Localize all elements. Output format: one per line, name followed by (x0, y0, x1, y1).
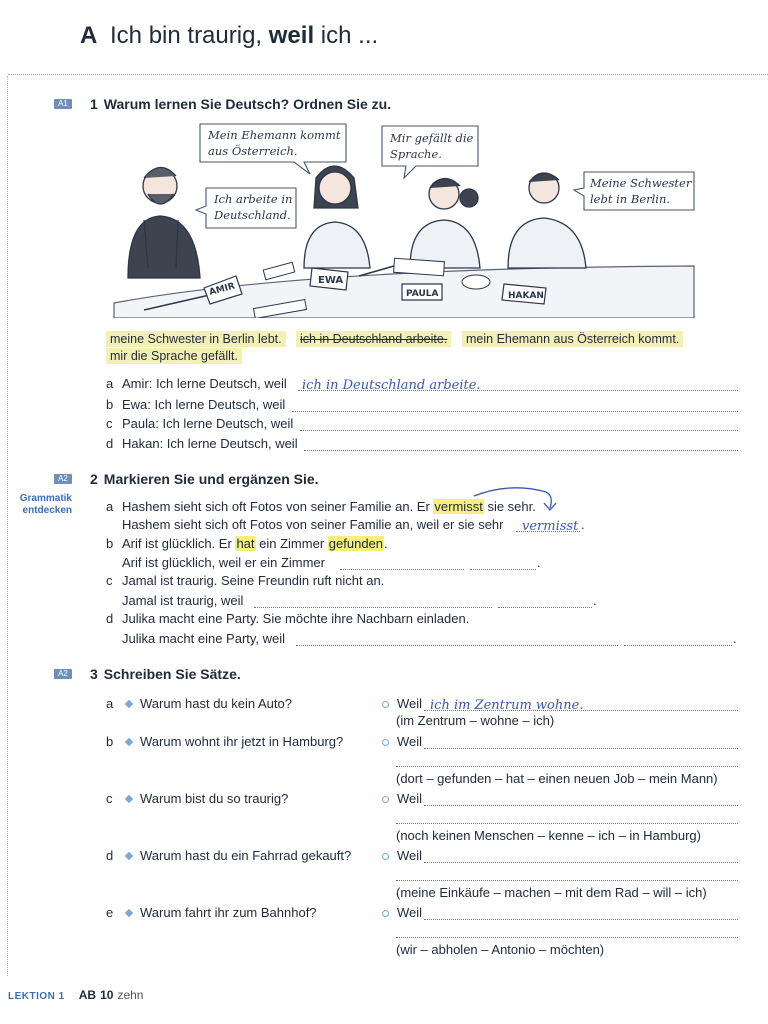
ex2-item-a-line2 (122, 517, 504, 532)
answer-line[interactable] (396, 866, 738, 881)
word-bank-item: mir die Sprache gefällt. (106, 348, 242, 364)
word-bank-item-used: ich in Deutschland arbeite. (296, 331, 451, 347)
bubble-line: Mir gefällt die (390, 131, 474, 145)
weil-label: Weil (397, 696, 423, 711)
name-card-label: HAKAN (508, 291, 544, 301)
exercise-instruction: Markieren Sie und ergänzen Sie. (103, 471, 319, 487)
diamond-icon (125, 909, 133, 917)
item-text: Hashem sieht sich oft Fotos von seiner Familie an. Er (122, 499, 430, 514)
word-bank-item: mein Ehemann aus Österreich kommt. (462, 331, 683, 347)
speech-bubble (196, 188, 296, 228)
word-hint: (dort – gefunden – hat – einen neuen Job – mein Mann) (396, 771, 718, 786)
sunglasses-shape (462, 275, 490, 289)
bubble-line: lebt in Berlin. (590, 192, 671, 206)
item-text: Jamal ist traurig, weil (122, 593, 244, 608)
page-title (80, 22, 378, 50)
question-text: Warum fahrt ihr zum Bahnhof? (140, 905, 317, 920)
item-text: ein Zimmer (259, 536, 325, 551)
circle-icon (382, 853, 389, 860)
name-card-label: PAULA (406, 289, 439, 299)
weil-label: Weil (397, 848, 423, 863)
ex2-item-b-line1 (106, 536, 388, 551)
person-paula (410, 178, 480, 268)
item-letter: c (106, 573, 113, 588)
exercise-instruction: Warum lernen Sie Deutsch? Ordnen Sie zu. (103, 96, 392, 112)
weil-label: Weil (397, 734, 423, 749)
phone-shape (263, 262, 295, 279)
bubble-line: Deutschland. (214, 208, 291, 222)
item-text: Arif ist glücklich, weil er ein Zimmer (122, 555, 325, 570)
exercise-number: 3 (90, 666, 98, 682)
level-badge: A2 (54, 669, 72, 679)
item-letter: d (106, 611, 114, 626)
word-hint: (meine Einkäufe – machen – mit dem Rad – will – ich) (396, 885, 707, 900)
ex2-item-c-line1 (106, 573, 384, 588)
ex3-item-b-weil (382, 734, 422, 749)
ex1-item-c (106, 416, 293, 431)
item-text: Jamal ist traurig. Seine Freundin ruft nicht an. (122, 573, 385, 588)
item-text: sie sehr. (487, 499, 536, 514)
bubble-line: Mein Ehemann kommt (208, 128, 341, 142)
ex3-item-d-weil (382, 848, 422, 863)
ex2-item-d-line2 (122, 631, 285, 646)
line-end: . (537, 555, 541, 570)
exercise-instruction: Schreiben Sie Sätze. (103, 666, 241, 682)
side-label-line: Grammatik (19, 493, 72, 504)
name-card-ewa (310, 268, 348, 290)
item-letter: c (106, 791, 113, 806)
item-letter: c (106, 416, 113, 431)
ab-label: AB (78, 988, 97, 1002)
item-text: Ewa: Ich lerne Deutsch, weil (122, 397, 286, 412)
name-card-hakan (502, 284, 546, 304)
item-text: Julika macht eine Party. Sie möchte ihre Nachbarn einladen. (122, 611, 470, 626)
ex3-item-e-weil (382, 905, 422, 920)
answer-line[interactable] (396, 752, 738, 767)
name-card-label: EWA (318, 275, 344, 286)
ex1-item-a (106, 376, 287, 391)
ex3-item-a-weil (382, 696, 422, 711)
answer-line[interactable] (298, 376, 738, 391)
ex3-item-e-question (106, 905, 317, 920)
answer-line[interactable] (424, 905, 738, 920)
highlighted-verb: vermisst (434, 499, 483, 514)
speech-bubble (382, 126, 478, 178)
item-text: . (384, 536, 388, 551)
item-letter: a (106, 376, 114, 391)
exercise-number: 2 (90, 471, 98, 487)
page-number-word: zehn (117, 988, 144, 1002)
ex2-item-d-line1 (106, 611, 469, 626)
diamond-icon (125, 738, 133, 746)
name-card-label: AMIR (208, 281, 237, 298)
ex3-item-d-question (106, 848, 351, 863)
question-text: Warum hast du kein Auto? (140, 696, 292, 711)
question-text: Warum bist du so traurig? (140, 791, 289, 806)
circle-icon (382, 910, 389, 917)
question-text: Warum wohnt ihr jetzt in Hamburg? (140, 734, 344, 749)
answer-line[interactable] (292, 397, 738, 412)
ex2-item-b-line2 (122, 555, 325, 570)
answer-line[interactable] (624, 631, 732, 646)
answer-line[interactable] (498, 593, 592, 608)
person-ewa (304, 166, 370, 268)
word-hint: (noch keinen Menschen – kenne – ich – in Hamburg) (396, 828, 701, 843)
item-text: Hakan: Ich lerne Deutsch, weil (122, 436, 298, 451)
item-text: Paula: Ich lerne Deutsch, weil (122, 416, 294, 431)
answer-line[interactable] (300, 416, 738, 431)
circle-icon (382, 796, 389, 803)
title-bold: weil (268, 22, 315, 49)
item-letter: b (106, 734, 114, 749)
exercise-3-title (90, 666, 241, 682)
person-amir (128, 167, 200, 278)
grammar-side-label (8, 493, 72, 517)
lesson-label: LEKTION 1 (8, 991, 65, 1002)
exercise-number: 1 (90, 96, 98, 112)
speech-bubble (200, 124, 346, 174)
diamond-icon (125, 852, 133, 860)
exercise-2-title (90, 471, 319, 487)
item-text: Julika macht eine Party, weil (122, 631, 286, 646)
highlighted-verb: gefunden (328, 536, 384, 551)
side-label-line: entdecken (22, 505, 72, 516)
ex3-item-c-question (106, 791, 288, 806)
item-letter: a (106, 696, 114, 711)
word-bank-item: meine Schwester in Berlin lebt. (106, 331, 286, 347)
item-text: Arif ist glücklich. Er (122, 536, 232, 551)
answer-line[interactable] (424, 848, 738, 863)
page-footer (8, 988, 143, 1002)
answer-line[interactable] (424, 696, 738, 711)
item-text: Hashem sieht sich oft Fotos von seiner Familie an, weil er sie sehr (122, 517, 504, 532)
classroom-illustration (104, 118, 704, 318)
page-number: 10 (100, 988, 114, 1002)
person-hakan (508, 173, 586, 268)
word-hint: (wir – abholen – Antonio – möchten) (396, 942, 605, 957)
item-letter: a (106, 499, 114, 514)
title-divider (8, 74, 768, 75)
item-letter: d (106, 436, 114, 451)
bubble-line: aus Österreich. (208, 144, 298, 158)
ex2-item-c-line2 (122, 593, 243, 608)
level-badge: A2 (54, 474, 72, 484)
weil-label: Weil (397, 905, 423, 920)
ex3-item-a-question (106, 696, 292, 711)
item-letter: e (106, 905, 114, 920)
answer-line[interactable] (396, 809, 738, 824)
line-end: . (581, 517, 585, 532)
weil-label: Weil (397, 791, 423, 806)
answer-line[interactable] (470, 555, 536, 570)
word-hint: (im Zentrum – wohne – ich) (396, 713, 555, 728)
circle-icon (382, 701, 389, 708)
bubble-line: Ich arbeite in (214, 192, 293, 206)
arrow-icon (470, 484, 560, 514)
level-badge: A1 (54, 99, 72, 109)
title-pre: Ich bin traurig, (110, 22, 263, 49)
answer-line[interactable] (254, 593, 492, 608)
speech-bubble (574, 172, 694, 210)
item-letter: b (106, 536, 114, 551)
item-letter: d (106, 848, 114, 863)
answer-line[interactable] (424, 791, 738, 806)
notebook-shape (394, 258, 445, 275)
bubble-line: Meine Schwester (590, 176, 692, 190)
question-text: Warum hast du ein Fahrrad gekauft? (140, 848, 352, 863)
name-card-paula (402, 284, 442, 300)
line-end: . (733, 631, 737, 646)
handwritten-answer: ich im Zentrum wohne. (430, 698, 584, 713)
margin-divider (7, 76, 8, 976)
exercise-1-title (90, 96, 391, 112)
item-letter: b (106, 397, 114, 412)
bubble-line: Sprache. (390, 147, 442, 161)
ex3-item-b-question (106, 734, 343, 749)
answer-line[interactable] (396, 923, 738, 938)
line-end: . (593, 593, 597, 608)
handwritten-answer: ich in Deutschland arbeite. (302, 378, 481, 393)
circle-icon (382, 739, 389, 746)
answer-line[interactable] (340, 555, 464, 570)
title-post: ich ... (320, 22, 379, 49)
section-letter: A (80, 22, 98, 49)
ex3-item-c-weil (382, 791, 422, 806)
highlighted-verb: hat (236, 536, 255, 551)
answer-line[interactable] (296, 631, 618, 646)
diamond-icon (125, 795, 133, 803)
answer-line[interactable] (304, 436, 738, 451)
ex1-item-d (106, 436, 298, 451)
ex1-item-b (106, 397, 285, 412)
handwritten-answer: vermisst (522, 519, 579, 534)
answer-line[interactable] (516, 517, 580, 532)
answer-line[interactable] (424, 734, 738, 749)
item-text: Amir: Ich lerne Deutsch, weil (122, 376, 287, 391)
diamond-icon (125, 700, 133, 708)
